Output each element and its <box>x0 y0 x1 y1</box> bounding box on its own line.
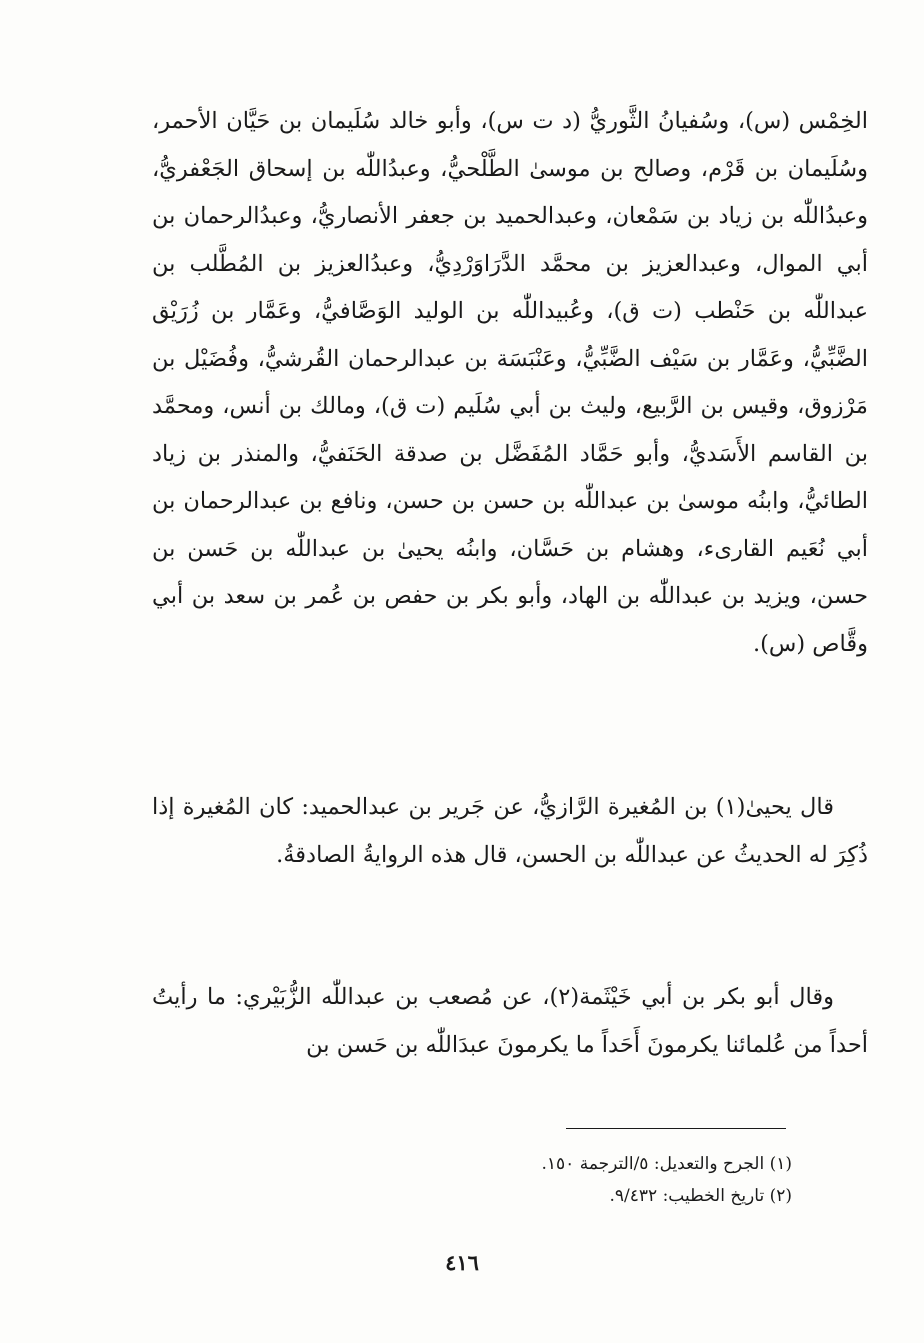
paragraph-yahya-quote: قال يحيىٰ(١) بن المُغيرة الرَّازيُّ، عن جَرير بن عبدالحميد: كان المُغيرة إذا ذُكِرَ له الحديثُ عن عبداللّٰه بن الحسن، قال هذه الروايةُ الصادقةُ. <box>152 794 868 868</box>
paragraph-narrators-list: الخِمْس (س)، وسُفيانُ الثَّوريُّ (د ت س)، وأبو خالد سُلَيمان بن حَيَّان الأحمر، وسُلَيمان بن قَرْم، وصالح بن موسىٰ الطَّلْحيُّ، وعبدُاللّٰه بن إسحاق الجَعْفريُّ، وعبدُاللّٰه بن زياد بن سَمْعان، وعبدالحميد بن جعفر الأنصاريُّ، وعبدُالرحمان بن أبي الموال، وعبدالعزيز بن محمَّد الدَّرَاوَرْدِيُّ، وعبدُالعزيز بن المُطَّلب بن عبداللّٰه بن حَنْطب (ت ق)، وعُبيداللّٰه بن الوليد الوَصَّافيُّ، وعَمَّار بن زُرَيْق الضَّبِّيُّ، وعَمَّار بن سَيْف الضَّبِّيُّ، وعَنْبَسَة بن عبدالرحمان القُرشيُّ، وفُضَيْل بن مَرْزوق، وقيس بن الرَّبيع، وليث بن أبي سُلَيم (ت ق)، ومالك بن أنس، ومحمَّد بن القاسم الأَسَديُّ، وأبو حَمَّاد المُفَضَّل بن صدقة الحَنَفيُّ، والمنذر بن زياد الطائيُّ، وابنُه موسىٰ بن عبداللّٰه بن حسن بن حسن، ونافع بن عبدالرحمان بن أبي نُعَيم القارىء، وهشام بن حَسَّان، وابنُه يحيىٰ بن عبداللّٰه بن حَسن بن حسن، ويزيد بن عبداللّٰه بن الهاد، وأبو بكر بن حفص بن عُمر بن سعد بن أبي وقَّاص (س). <box>152 108 868 657</box>
page-number: ٤١٦ <box>445 1250 479 1275</box>
paragraph-abu-bakr-quote: وقال أبو بكر بن أبي خَيْثَمة(٢)، عن مُصعب بن عبداللّٰه الزُّبَيْري: ما رأيتُ أحداً من عُلمائنا يكرمونَ أَحَداً ما يكرمونَ عبدَاللّٰه بن حَسن بن <box>152 984 868 1058</box>
footnote-1: (١) الجرح والتعديل: ٥/الترجمة ١٥٠. <box>541 1154 792 1174</box>
footnotes <box>400 1148 792 1212</box>
footnote-separator <box>566 1128 786 1129</box>
footnote-2: (٢) تاريخ الخطيب: ٩/٤٣٢. <box>609 1186 792 1206</box>
